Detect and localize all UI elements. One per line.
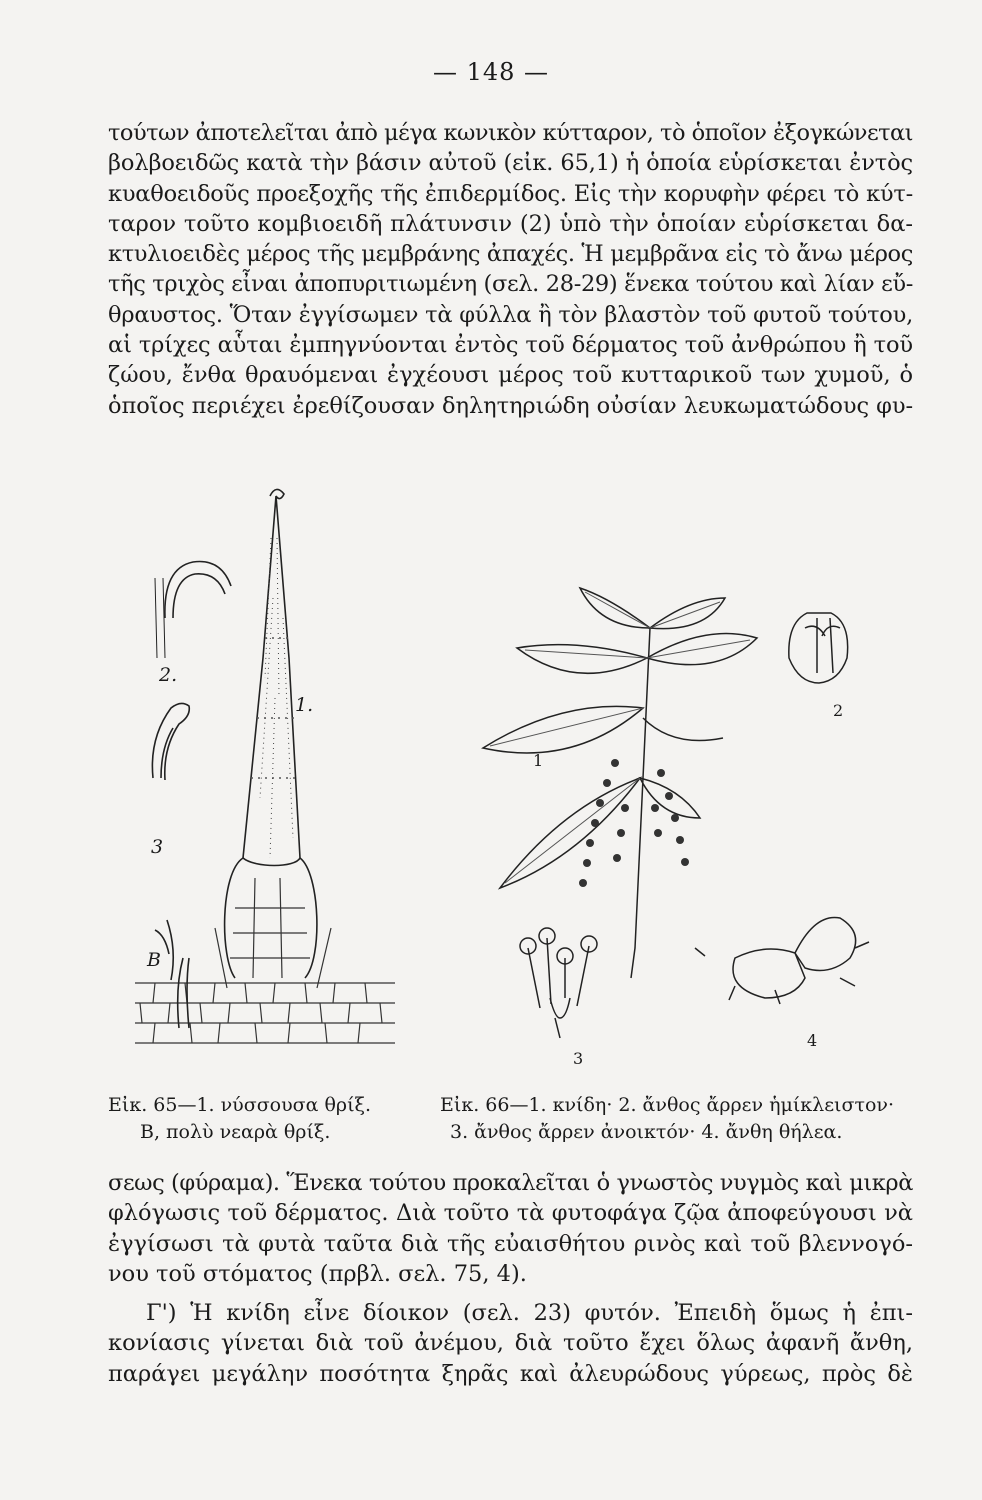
paragraph-1 (108, 118, 913, 421)
fig65-stinging-hair-drawing (135, 489, 395, 1043)
text-line: κονίασις γίνεται διὰ τοῦ ἀνέμου, διὰ τοῦτο ἔχει ὅλως ἀφανῆ ἄνθη, (108, 1330, 913, 1357)
text-line: παράγει μεγάλην ποσότητα ξηρᾶς καὶ ἀλευρώδους γύρεως, πρὸς δὲ (108, 1360, 913, 1387)
fig65-caption-line2: B, πολὺ νεαρὰ θρίξ. (140, 1121, 331, 1143)
fig65-label-3: 3 (151, 836, 164, 858)
fig66-label-1: 1 (533, 751, 544, 770)
fig66-nettle-plant-drawing (483, 588, 869, 1038)
fig65-label-2: 2. (159, 664, 178, 686)
text-line: σεως (φύραμα). Ἕνεκα τούτου προκαλεῖται ὁ γνωστὸς νυγμὸς καὶ μικρὰ (108, 1170, 914, 1196)
fig65-label-1: 1. (295, 694, 314, 716)
text-line: κυαθοειδοῦς προεξοχῆς τῆς ἐπιδερμίδος. Εἰς τὴν κορυφὴν φέρει τὸ κύτ- (108, 180, 913, 207)
fig66-label-2: 2 (833, 701, 844, 720)
fig66-caption-line1: Εἰκ. 66—1. κνίδη· 2. ἄνθος ἄρρεν ἡμίκλειστον· (440, 1094, 895, 1116)
text-line: ὁποῖος περιέχει ἐρεθίζουσαν δηλητηριώδη οὐσίαν λευκωματώδους φυ- (108, 392, 913, 419)
text-line: ζώου, ἔνθα θραυόμεναι ἐγχέουσι μέρος τοῦ κυτταρικοῦ των χυμοῦ, ὁ (108, 362, 913, 389)
fig66-label-4: 4 (807, 1031, 818, 1050)
text-line: αἱ τρίχες αὗται ἐμπηγνύονται ἐντὸς τοῦ δέρματος τοῦ ἀνθρώπου ἢ τοῦ (108, 332, 913, 359)
text-line: ταρον τοῦτο κομβιοειδῆ πλάτυνσιν (2) ὑπὸ τὴν ὁποίαν εὑρίσκεται δα- (108, 210, 913, 237)
page-number: — 148 — (432, 58, 550, 86)
text-line: τῆς τριχὸς εἶναι ἀποπυριτιωμένη (σελ. 28-29) ἕνεκα τούτου καὶ λίαν εὔ- (108, 271, 913, 298)
fig65-caption-line1: Εἰκ. 65—1. νύσσουσα θρίξ. (108, 1094, 372, 1116)
text-line: νου τοῦ στόματος (πρβλ. σελ. 75, 4). (108, 1260, 527, 1287)
paragraph-2 (108, 1168, 913, 1289)
fig65-label-B: B (147, 949, 161, 971)
text-line: θραυστος. Ὅταν ἐγγίσωμεν τὰ φύλλα ἢ τὸν βλαστὸν τοῦ φυτοῦ τούτου, (108, 301, 914, 328)
text-line: βολβοειδῶς κατὰ τὴν βάσιν αὐτοῦ (εἰκ. 65,1) ἡ ὁποία εὑρίσκεται ἐντὸς (108, 150, 913, 177)
text-line: φλόγωσις τοῦ δέρματος. Διὰ τοῦτο τὰ φυτοφάγα ζῷα ἀποφεύγουσι νὰ (108, 1200, 913, 1227)
fig66-label-3: 3 (573, 1049, 584, 1068)
text-line: Γ') Ἡ κνίδη εἶνε δίοικον (σελ. 23) φυτόν. Ἐπειδὴ ὅμως ἡ ἐπι- (146, 1300, 913, 1326)
text-line: τούτων ἀποτελεῖται ἀπὸ μέγα κωνικὸν κύτταρον, τὸ ὁποῖον ἐξογκώνεται (108, 120, 913, 146)
paragraph-3 (108, 1298, 913, 1389)
fig66-caption-line2: 3. ἄνθος ἄρρεν ἀνοικτόν· 4. ἄνθη θήλεα. (450, 1121, 843, 1143)
fig66-caption (440, 1092, 894, 1146)
text-line: ἐγγίσωσι τὰ φυτὰ ταῦτα διὰ τῆς εὐαισθήτου ρινὸς καὶ τοῦ βλεννογό- (108, 1230, 913, 1257)
fig65-caption (108, 1092, 371, 1146)
text-line: κτυλιοειδὲς μέρος τῆς μεμβράνης ἀπαχές. Ἡ μεμβρᾶνα εἰς τὸ ἄνω μέρος (108, 241, 913, 268)
figures (95, 478, 925, 1078)
